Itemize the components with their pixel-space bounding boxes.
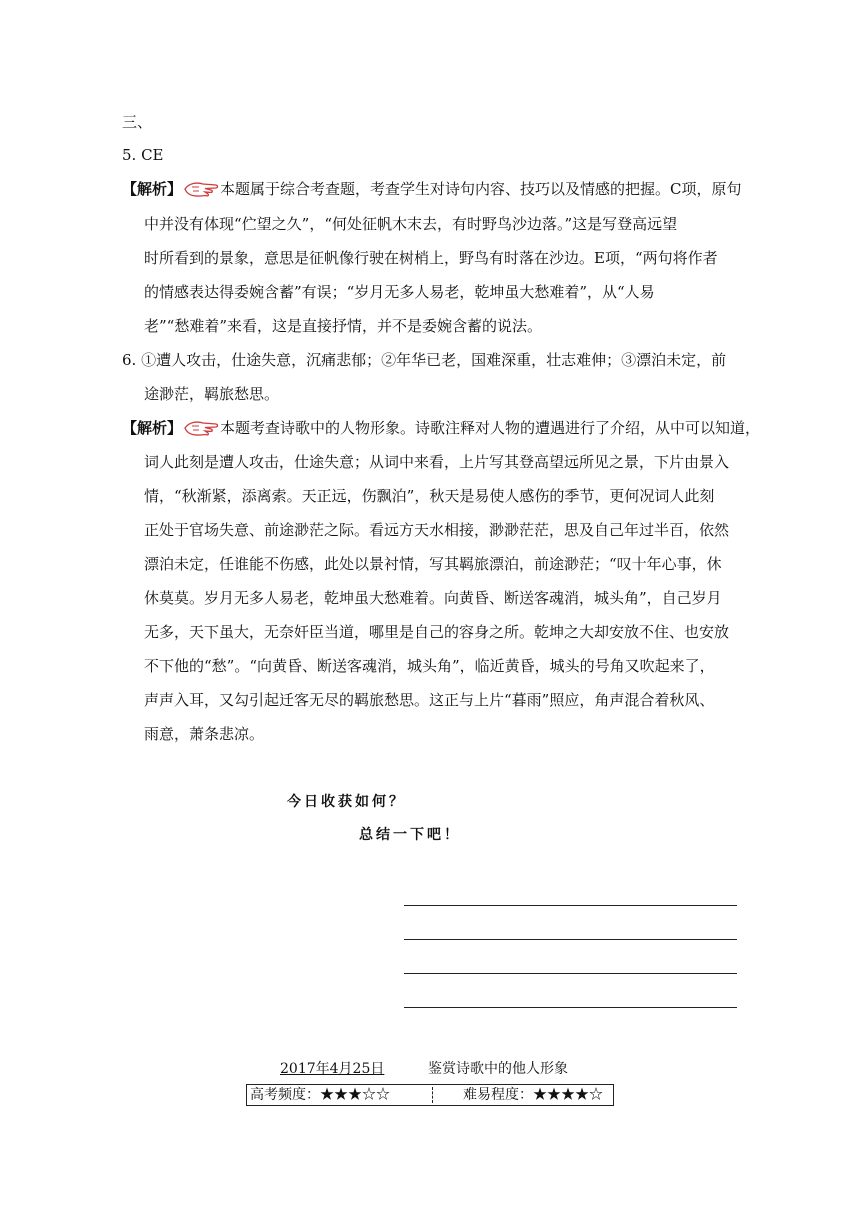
writing-line xyxy=(404,905,737,906)
rating-table xyxy=(246,1084,614,1106)
q5-analysis-first-line xyxy=(122,179,742,203)
q6-analysis-line: 不下他的“愁”。“向黄昏、断送客魂消，城头角”，临近黄昏，城头的号角又吹起来了， xyxy=(144,657,715,675)
q6-analysis-line: 声声入耳，又勾引起迁客无尽的羁旅愁思。这正与上片“暮雨”照应，角声混合着秋风、 xyxy=(144,691,715,709)
footer-date-text: 2017年4月25日 xyxy=(280,1061,385,1077)
q6-answer: 6. ①遭人攻击，仕途失意，沉痛悲郁；②年华已老，国难深重，壮志难伸；③漂泊未定，前 xyxy=(122,351,727,369)
q6-analysis-line: 情，“秋渐紧，添离索。天正远，伤飘泊”，秋天是易使人感伤的季节，更何况词人此刻 xyxy=(144,487,715,505)
q6-analysis-label: 【解析】 xyxy=(122,419,183,437)
summary-question: 今日收获如何？ xyxy=(287,794,406,810)
summary-prompt: 总结一下吧！ xyxy=(359,827,461,843)
footer-date xyxy=(280,1058,384,1078)
q6-analysis-line: 休莫莫。岁月无多人易老，乾坤虽大愁难着。向黄昏、断送客魂消，城头角”，自己岁月 xyxy=(144,589,722,607)
q5-analysis-line: 的情感表达得委婉含蓄”有误；“岁月无多人易老，乾坤虽大愁难着”，从“人易 xyxy=(144,283,655,301)
difficulty-level: 难易程度：★★★★☆ xyxy=(463,1087,603,1103)
q5-analysis-line: 时所看到的景象，意思是征帆像行驶在树梢上，野鸟有时落在沙边。E项，“两句将作者 xyxy=(144,249,718,267)
q6-analysis-first-line xyxy=(122,418,760,442)
q6-analysis-line: 词人此刻是遭人攻击，仕途失意；从词中来看，上片写其登高望远所见之景，下片由景入 xyxy=(144,453,730,471)
q6-analysis-line: 无多，天下虽大，无奈奸臣当道，哪里是自己的容身之所。乾坤之大却安放不住、也安放 xyxy=(144,623,730,641)
writing-line xyxy=(404,939,737,940)
q6-analysis-line: 本题考查诗歌中的人物形象。诗歌注释对人物的遭遇进行了介绍，从中可以知道， xyxy=(220,419,761,437)
footer-topic: 鉴赏诗歌中的他人形象 xyxy=(428,1061,568,1077)
q6-analysis-line: 漂泊未定，任谁能不伤感，此处以景衬情，写其羁旅漂泊，前途渺茫；“叹十年心事，休 xyxy=(144,555,722,573)
pointing-hand-icon xyxy=(183,419,219,442)
writing-line xyxy=(404,1007,737,1008)
writing-line xyxy=(404,973,737,974)
exam-frequency: 高考频度：★★★☆☆ xyxy=(250,1087,390,1103)
q5-analysis-line: 本题属于综合考查题，考查学生对诗句内容、技巧以及情感的把握。C项，原句 xyxy=(220,180,742,198)
q6-answer-cont: 途渺茫，羁旅愁思。 xyxy=(144,385,280,403)
q5-answer: 5. CE xyxy=(122,146,164,164)
pointing-hand-icon xyxy=(183,180,219,203)
q6-analysis-line: 正处于官场失意、前途渺茫之际。看远方天水相接，渺渺茫茫，思及自己年过半百，依然 xyxy=(144,521,730,539)
section-heading: 三、 xyxy=(122,113,153,131)
q6-analysis-line: 雨意，萧条悲凉。 xyxy=(144,725,265,743)
q5-analysis-label: 【解析】 xyxy=(122,180,183,198)
q5-analysis-line: 老”“愁难着”来看，这是直接抒情，并不是委婉含蓄的说法。 xyxy=(144,317,543,335)
q5-analysis-line: 中并没有体现“伫望之久”，“何处征帆木末去，有时野鸟沙边落。”这是写登高远望 xyxy=(144,215,678,233)
